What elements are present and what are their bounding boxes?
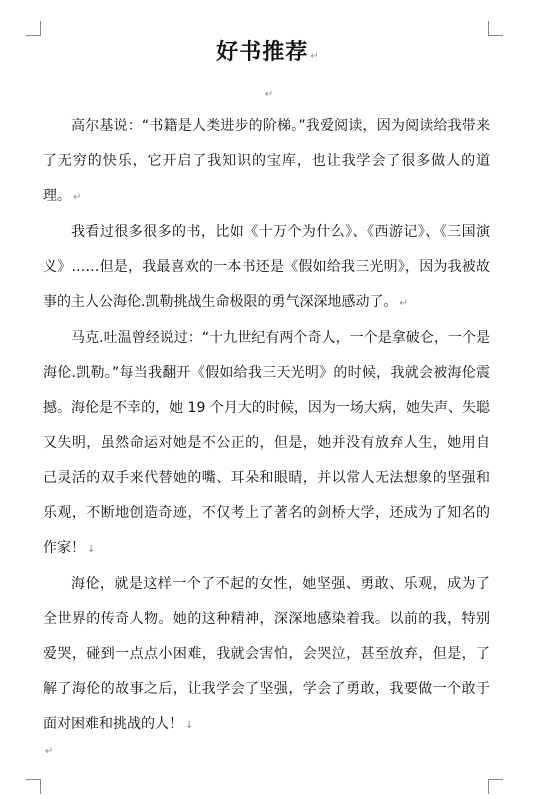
paragraph-mark-icon: ↵ (399, 298, 408, 309)
paragraph-mark-icon: ↵ (45, 746, 54, 757)
paragraph-mark-icon: ↵ (73, 192, 82, 203)
manual-line-break-icon: ↓ (87, 544, 96, 555)
crop-mark-bottom-left (26, 779, 41, 794)
empty-paragraph-end[interactable] (43, 741, 53, 760)
document-title[interactable]: 好书推荐 (216, 39, 309, 65)
document-body (43, 109, 490, 743)
manual-line-break-icon: ↓ (185, 720, 194, 731)
paragraph-text: 海伦，就是这样一个了不起的女性，她坚强、勇敢、乐观，成为了全世界的传奇人物。她的这种精神，深深地感染着我。以前的我，特别爱哭，碰到一点点小困难，我就会害怕，会哭泣，甚至放弃，但是，了解了海伦的故事之后，让我学会了坚强，学会了勇敢，我要做一个敢于面对困难和挑战的人！ (43, 576, 490, 732)
document-title-line[interactable] (0, 36, 536, 73)
paragraph-2[interactable] (43, 215, 490, 321)
paragraph-text: 高尔基说：“书籍是人类进步的阶梯。”我爱阅读，因为阅读给我带来了无穷的快乐，它开启了我知识的宝库，也让我学会了很多做人的道理。 (43, 118, 490, 204)
crop-mark-top-right (488, 21, 503, 36)
crop-mark-top-left (26, 21, 41, 36)
paragraph-4[interactable] (43, 567, 490, 743)
paragraph-mark-icon: ↵ (264, 89, 274, 100)
paragraph-1[interactable] (43, 109, 490, 215)
paragraph-mark-icon: ↵ (310, 51, 320, 62)
empty-paragraph[interactable] (0, 84, 536, 103)
paragraph-text: 我看过很多很多的书，比如《十万个为什么》、《西游记》、《三国演义》……但是，我最喜欢的一本书还是《假如给我三光明》，因为我被故事的主人公海伦.凯勒挑战生命极限的勇气深深地感动了。 (43, 224, 490, 310)
paragraph-3[interactable] (43, 321, 490, 567)
paragraph-text: 马克.吐温曾经说过：“十九世纪有两个奇人，一个是拿破仑，一个是海伦.凯勒。”每当我翻开《假如给我三天光明》的时候，我就会被海伦震撼。海伦是不幸的，她 19 个月大的时候，因为一场大病，她失声、失聪又失明，虽然命运对她是不公正的，但是，她并没有放弃人生，她用自己灵活的双手来代替她的嘴、耳朵和眼睛，并以常人无法想象的坚强和乐观，不断地创造奇迹，不仅考上了著名的剑桥大学，还成为了知名的作家！ (43, 330, 490, 556)
crop-mark-bottom-right (488, 779, 503, 794)
